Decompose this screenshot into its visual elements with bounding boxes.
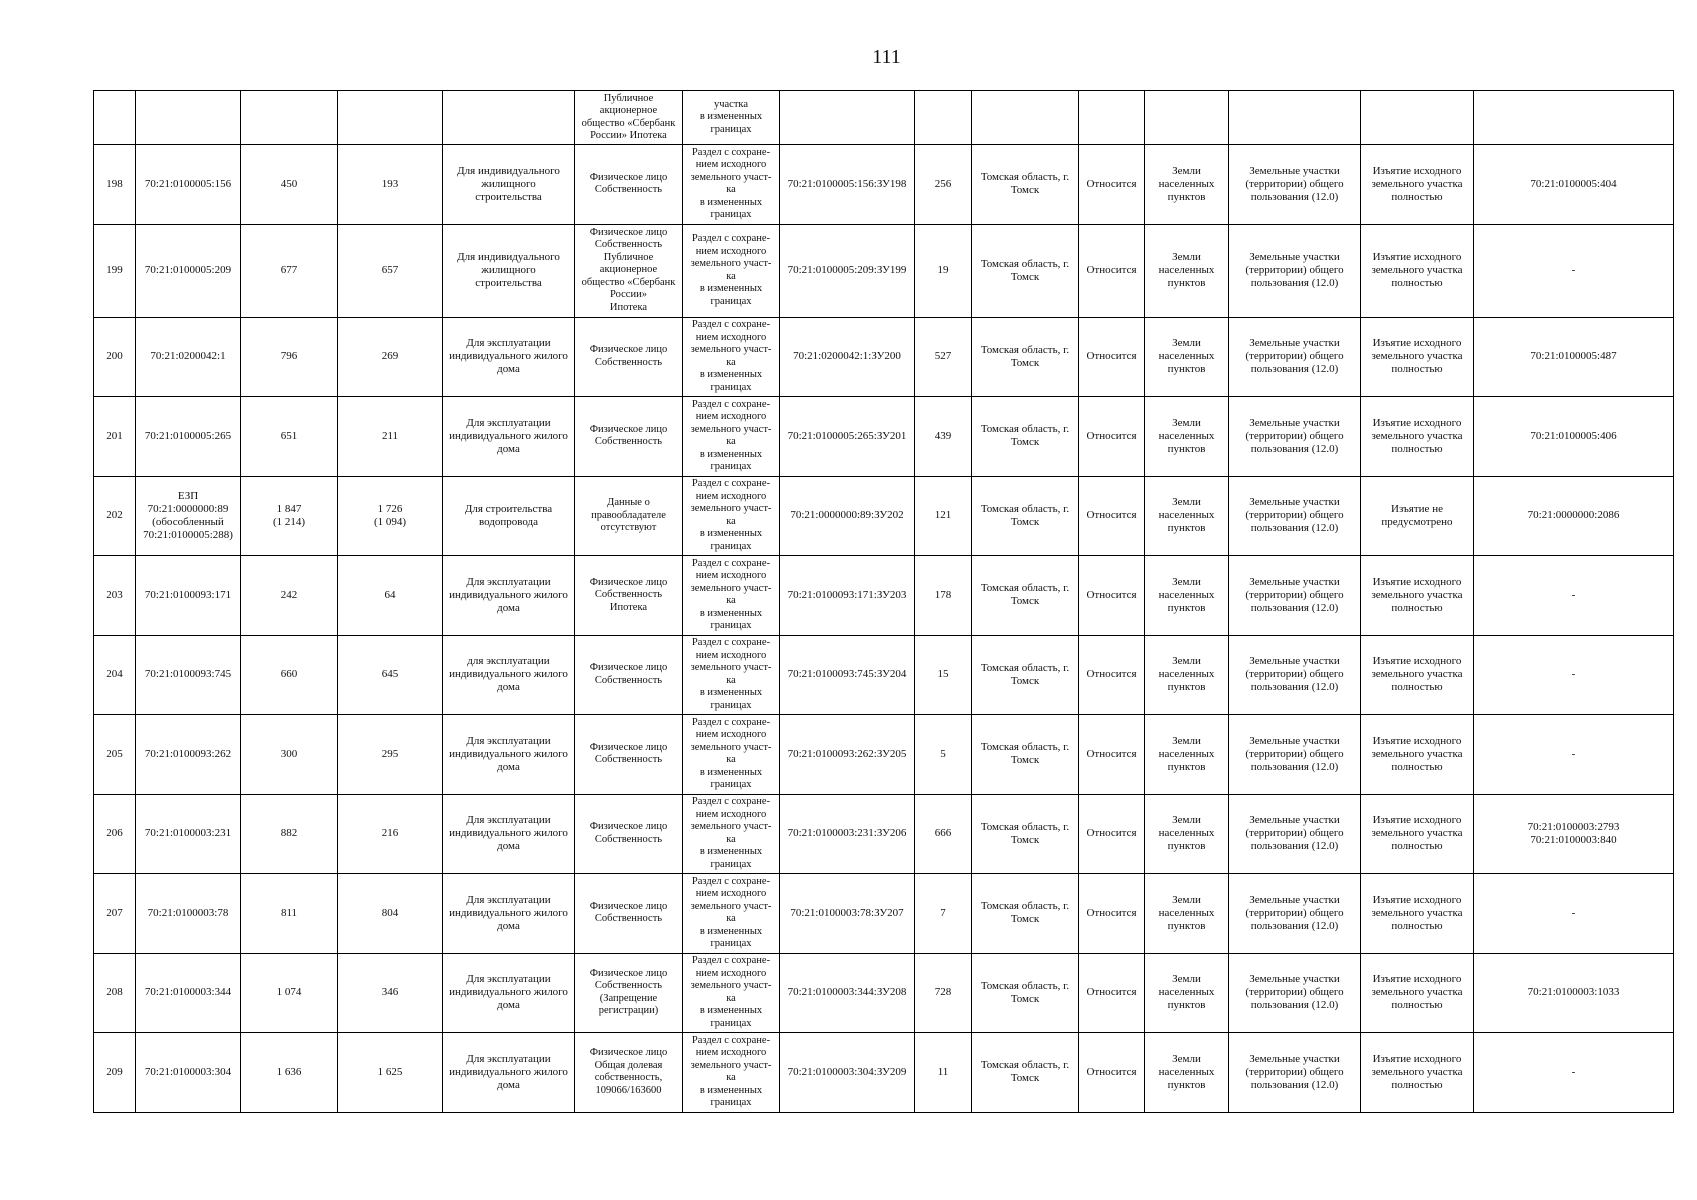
cell-method: Раздел с сохране- нием исходного земельного участ- ка в измененных границах [683,224,780,317]
cell-new-area: 15 [915,635,972,715]
cell-rights: Физическое лицо Собственность [575,635,683,715]
cell-result: - [1474,635,1674,715]
cell-new-cadastral: 70:21:0100003:231:ЗУ206 [780,794,915,874]
cell-vri [1229,91,1361,145]
cell-area: 300 [241,715,338,795]
cell-area: 660 [241,635,338,715]
cell-number: 200 [94,317,136,397]
cell-category: Земли населенных пунктов [1145,476,1229,556]
cell-category [1145,91,1229,145]
cell-category: Земли населенных пунктов [1145,953,1229,1033]
cell-rights: Физическое лицо Общая долевая собственность, 109066/163600 [575,1033,683,1113]
cell-new-area: 256 [915,145,972,225]
cell-area-remaining: 211 [338,397,443,477]
cell-area: 1 847 (1 214) [241,476,338,556]
cell-relation: Относится [1079,874,1145,954]
cell-method: Раздел с сохране- нием исходного земельного участ- ка в измененных границах [683,556,780,636]
cell-new-area: 178 [915,556,972,636]
table-row [94,953,1674,1033]
cell-seizure: Изъятие исходного земельного участка полностью [1361,635,1474,715]
cell-new-cadastral [780,91,915,145]
cell-relation: Относится [1079,397,1145,477]
cell-rights: Физическое лицо Собственность (Запрещение регистрации) [575,953,683,1033]
table-row [94,635,1674,715]
cell-cadastral: 70:21:0100005:156 [136,145,241,225]
cell-address: Томская область, г. Томск [972,794,1079,874]
cell-vri: Земельные участки (территории) общего пользования (12.0) [1229,224,1361,317]
cell-permitted-use: Для индивидуального жилищного строительства [443,145,575,225]
cell-relation: Относится [1079,715,1145,795]
cell-area-remaining: 1 726 (1 094) [338,476,443,556]
cell-new-cadastral: 70:21:0100003:344:ЗУ208 [780,953,915,1033]
cell-result: 70:21:0100005:404 [1474,145,1674,225]
cell-relation: Относится [1079,953,1145,1033]
cell-permitted-use: Для эксплуатации индивидуального жилого дома [443,715,575,795]
cell-new-area: 439 [915,397,972,477]
table-row [94,476,1674,556]
cell-new-cadastral: 70:21:0100005:156:ЗУ198 [780,145,915,225]
cell-vri: Земельные участки (территории) общего пользования (12.0) [1229,476,1361,556]
cell-area-remaining: 295 [338,715,443,795]
table-row [94,397,1674,477]
cell-address: Томская область, г. Томск [972,953,1079,1033]
cell-vri: Земельные участки (территории) общего пользования (12.0) [1229,1033,1361,1113]
cell-vri: Земельные участки (территории) общего пользования (12.0) [1229,556,1361,636]
cell-new-cadastral: 70:21:0100093:171:ЗУ203 [780,556,915,636]
cell-new-area: 7 [915,874,972,954]
cell-area: 796 [241,317,338,397]
cell-method: Раздел с сохране- нием исходного земельного участ- ка в измененных границах [683,397,780,477]
cell-cadastral: ЕЗП 70:21:0000000:89 (обособленный 70:21:0100005:288) [136,476,241,556]
cell-area-remaining: 804 [338,874,443,954]
cell-number: 201 [94,397,136,477]
cell-method: участка в измененных границах [683,91,780,145]
cell-area: 450 [241,145,338,225]
cell-method: Раздел с сохране- нием исходного земельного участ- ка в измененных границах [683,317,780,397]
cell-area-remaining: 193 [338,145,443,225]
cell-new-cadastral: 70:21:0100093:262:ЗУ205 [780,715,915,795]
cell-permitted-use: Для эксплуатации индивидуального жилого дома [443,953,575,1033]
cell-seizure: Изъятие исходного земельного участка полностью [1361,794,1474,874]
cell-area-remaining [338,91,443,145]
cell-address: Томская область, г. Томск [972,715,1079,795]
cell-cadastral: 70:21:0100003:78 [136,874,241,954]
cell-rights: Публичное акционерное общество «Сбербанк России» Ипотека [575,91,683,145]
cell-seizure: Изъятие исходного земельного участка полностью [1361,145,1474,225]
cell-vri: Земельные участки (территории) общего пользования (12.0) [1229,715,1361,795]
cell-seizure [1361,91,1474,145]
cell-rights: Физическое лицо Собственность [575,317,683,397]
table-row [94,317,1674,397]
cell-area: 1 636 [241,1033,338,1113]
cell-cadastral: 70:21:0200042:1 [136,317,241,397]
cell-address [972,91,1079,145]
cell-address: Томская область, г. Томск [972,635,1079,715]
cell-new-cadastral: 70:21:0000000:89:ЗУ202 [780,476,915,556]
cell-category: Земли населенных пунктов [1145,224,1229,317]
cell-result: - [1474,1033,1674,1113]
cell-new-cadastral: 70:21:0100003:304:ЗУ209 [780,1033,915,1113]
cell-rights: Физическое лицо Собственность Публичное акционерное общество «Сбербанк России» Ипотека [575,224,683,317]
cell-address: Томская область, г. Томск [972,476,1079,556]
cell-result: 70:21:0100003:2793 70:21:0100003:840 [1474,794,1674,874]
cell-seizure: Изъятие исходного земельного участка полностью [1361,397,1474,477]
cell-new-cadastral: 70:21:0100003:78:ЗУ207 [780,874,915,954]
cell-permitted-use [443,91,575,145]
cell-area-remaining: 657 [338,224,443,317]
cell-area: 811 [241,874,338,954]
cell-result: 70:21:0000000:2086 [1474,476,1674,556]
cell-permitted-use: Для эксплуатации индивидуального жилого дома [443,317,575,397]
table-row [94,874,1674,954]
cell-category: Земли населенных пунктов [1145,1033,1229,1113]
cell-result: 70:21:0100005:487 [1474,317,1674,397]
cell-cadastral [136,91,241,145]
cell-area: 677 [241,224,338,317]
cell-area-remaining: 1 625 [338,1033,443,1113]
cell-category: Земли населенных пунктов [1145,794,1229,874]
cell-permitted-use: Для эксплуатации индивидуального жилого дома [443,1033,575,1113]
cell-method: Раздел с сохране- нием исходного земельного участ- ка в измененных границах [683,145,780,225]
cell-rights: Физическое лицо Собственность [575,397,683,477]
cell-relation [1079,91,1145,145]
table-row [94,556,1674,636]
cell-cadastral: 70:21:0100093:262 [136,715,241,795]
cell-method: Раздел с сохране- нием исходного земельного участ- ка в измененных границах [683,476,780,556]
cell-area-remaining: 346 [338,953,443,1033]
cell-seizure: Изъятие исходного земельного участка полностью [1361,1033,1474,1113]
cell-permitted-use: Для эксплуатации индивидуального жилого дома [443,794,575,874]
cell-seizure: Изъятие исходного земельного участка полностью [1361,874,1474,954]
cell-cadastral: 70:21:0100093:745 [136,635,241,715]
cell-rights: Физическое лицо Собственность [575,874,683,954]
cell-rights: Физическое лицо Собственность [575,794,683,874]
cell-method: Раздел с сохране- нием исходного земельного участ- ка в измененных границах [683,1033,780,1113]
cell-result: - [1474,715,1674,795]
table-row [94,145,1674,225]
cell-permitted-use: Для строительства водопровода [443,476,575,556]
cell-new-cadastral: 70:21:0100005:209:ЗУ199 [780,224,915,317]
cell-rights: Данные о правообладателе отсутствуют [575,476,683,556]
cell-result: - [1474,224,1674,317]
cell-number: 204 [94,635,136,715]
table-body [94,91,1674,1113]
cell-category: Земли населенных пунктов [1145,715,1229,795]
cell-cadastral: 70:21:0100093:171 [136,556,241,636]
cell-relation: Относится [1079,1033,1145,1113]
cell-rights: Физическое лицо Собственность Ипотека [575,556,683,636]
cell-relation: Относится [1079,317,1145,397]
cell-address: Томская область, г. Томск [972,224,1079,317]
cell-address: Томская область, г. Томск [972,397,1079,477]
cell-new-area: 11 [915,1033,972,1113]
cell-new-cadastral: 70:21:0200042:1:ЗУ200 [780,317,915,397]
table-row [94,224,1674,317]
cell-new-area: 5 [915,715,972,795]
cell-permitted-use: Для эксплуатации индивидуального жилого дома [443,874,575,954]
cell-address: Томская область, г. Томск [972,317,1079,397]
cell-vri: Земельные участки (территории) общего пользования (12.0) [1229,794,1361,874]
cell-method: Раздел с сохране- нием исходного земельного участ- ка в измененных границах [683,794,780,874]
cell-category: Земли населенных пунктов [1145,556,1229,636]
cell-result: - [1474,874,1674,954]
cell-address: Томская область, г. Томск [972,874,1079,954]
land-plots-table [93,90,1674,1113]
cell-category: Земли населенных пунктов [1145,874,1229,954]
cell-relation: Относится [1079,635,1145,715]
table-row [94,1033,1674,1113]
cell-number: 203 [94,556,136,636]
cell-relation: Относится [1079,224,1145,317]
cell-seizure: Изъятие не предусмотрено [1361,476,1474,556]
cell-number: 209 [94,1033,136,1113]
cell-permitted-use: Для эксплуатации индивидуального жилого дома [443,556,575,636]
cell-seizure: Изъятие исходного земельного участка полностью [1361,224,1474,317]
cell-new-cadastral: 70:21:0100005:265:ЗУ201 [780,397,915,477]
cell-new-area: 121 [915,476,972,556]
cell-number: 206 [94,794,136,874]
cell-permitted-use: для эксплуатации индивидуального жилого дома [443,635,575,715]
cell-vri: Земельные участки (территории) общего пользования (12.0) [1229,874,1361,954]
cell-seizure: Изъятие исходного земельного участка полностью [1361,953,1474,1033]
cell-address: Томская область, г. Томск [972,1033,1079,1113]
cell-new-area: 19 [915,224,972,317]
cell-category: Земли населенных пунктов [1145,317,1229,397]
page-number: 111 [872,46,901,68]
cell-new-area [915,91,972,145]
cell-method: Раздел с сохране- нием исходного земельного участ- ка в измененных границах [683,635,780,715]
cell-area-remaining: 216 [338,794,443,874]
cell-number: 205 [94,715,136,795]
cell-area [241,91,338,145]
cell-vri: Земельные участки (территории) общего пользования (12.0) [1229,397,1361,477]
cell-method: Раздел с сохране- нием исходного земельного участ- ка в измененных границах [683,874,780,954]
cell-cadastral: 70:21:0100005:209 [136,224,241,317]
cell-number: 207 [94,874,136,954]
cell-new-area: 666 [915,794,972,874]
cell-result: 70:21:0100003:1033 [1474,953,1674,1033]
cell-new-cadastral: 70:21:0100093:745:ЗУ204 [780,635,915,715]
cell-area: 651 [241,397,338,477]
cell-relation: Относится [1079,556,1145,636]
cell-new-area: 728 [915,953,972,1033]
cell-cadastral: 70:21:0100003:344 [136,953,241,1033]
cell-vri: Земельные участки (территории) общего пользования (12.0) [1229,953,1361,1033]
cell-category: Земли населенных пунктов [1145,145,1229,225]
cell-cadastral: 70:21:0100003:304 [136,1033,241,1113]
cell-new-area: 527 [915,317,972,397]
cell-vri: Земельные участки (территории) общего пользования (12.0) [1229,635,1361,715]
cell-number: 198 [94,145,136,225]
cell-number [94,91,136,145]
cell-number: 199 [94,224,136,317]
cell-number: 202 [94,476,136,556]
table-row [94,715,1674,795]
cell-vri: Земельные участки (территории) общего пользования (12.0) [1229,145,1361,225]
cell-address: Томская область, г. Томск [972,556,1079,636]
continuation-row [94,91,1674,145]
cell-number: 208 [94,953,136,1033]
cell-area: 242 [241,556,338,636]
cell-permitted-use: Для эксплуатации индивидуального жилого дома [443,397,575,477]
cell-relation: Относится [1079,145,1145,225]
table-row [94,794,1674,874]
cell-permitted-use: Для индивидуального жилищного строительства [443,224,575,317]
cell-vri: Земельные участки (территории) общего пользования (12.0) [1229,317,1361,397]
cell-seizure: Изъятие исходного земельного участка полностью [1361,715,1474,795]
cell-cadastral: 70:21:0100003:231 [136,794,241,874]
cell-seizure: Изъятие исходного земельного участка полностью [1361,317,1474,397]
cell-area-remaining: 645 [338,635,443,715]
cell-rights: Физическое лицо Собственность [575,715,683,795]
cell-result: 70:21:0100005:406 [1474,397,1674,477]
cell-rights: Физическое лицо Собственность [575,145,683,225]
cell-category: Земли населенных пунктов [1145,635,1229,715]
cell-area: 1 074 [241,953,338,1033]
cell-relation: Относится [1079,476,1145,556]
cell-area: 882 [241,794,338,874]
cell-result: - [1474,556,1674,636]
cell-area-remaining: 64 [338,556,443,636]
cell-address: Томская область, г. Томск [972,145,1079,225]
cell-category: Земли населенных пунктов [1145,397,1229,477]
cell-method: Раздел с сохране- нием исходного земельного участ- ка в измененных границах [683,953,780,1033]
cell-result [1474,91,1674,145]
cell-method: Раздел с сохране- нием исходного земельного участ- ка в измененных границах [683,715,780,795]
cell-area-remaining: 269 [338,317,443,397]
cell-cadastral: 70:21:0100005:265 [136,397,241,477]
cell-seizure: Изъятие исходного земельного участка полностью [1361,556,1474,636]
cell-relation: Относится [1079,794,1145,874]
